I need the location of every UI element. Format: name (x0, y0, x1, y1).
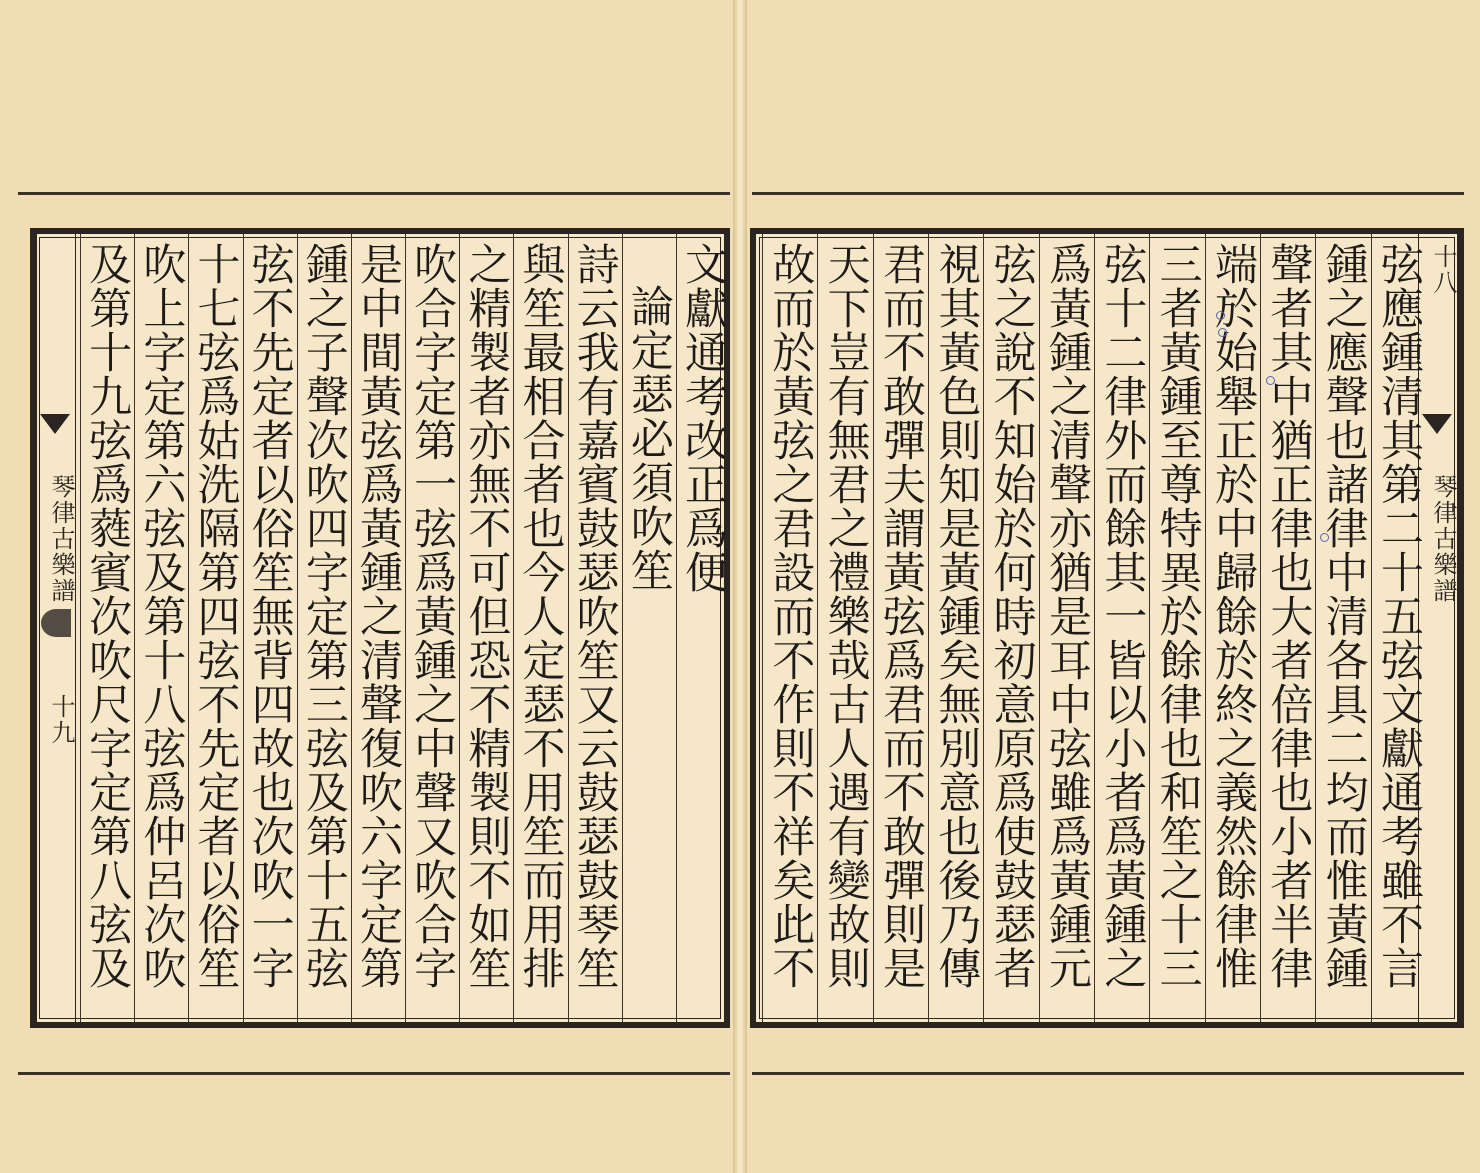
column-rule (134, 234, 135, 1022)
text-column: 端於始舉正於中歸餘於終之義然餘律惟 (1207, 242, 1258, 990)
text-column: 聲者其中猶正律也大者倍律也小者半律 (1263, 242, 1314, 990)
column-rule (405, 234, 406, 1022)
text-column: 文獻通考改正爲便 (677, 242, 728, 594)
column-rule (622, 234, 623, 1022)
text-column: 視其黃色則知是黃鍾矣無別意也後乃傳 (931, 242, 982, 990)
text-column: 故而於黃弦之君設而不作則不祥矣此不 (765, 242, 816, 990)
right-page-frame (750, 228, 1464, 1028)
text-column: 十七弦爲姑洗隔第四弦不先定者以俗笙 (190, 242, 241, 990)
column-rule (676, 234, 677, 1022)
column-rule (1149, 234, 1150, 1022)
column-rule (80, 234, 81, 1022)
column-rule (188, 234, 189, 1022)
column-rule (1371, 234, 1372, 1022)
column-rule (459, 234, 460, 1022)
text-column: 爲黃鍾之清聲亦猶是耳中弦雖爲黃鍾元 (1041, 242, 1092, 990)
column-rule (1260, 234, 1261, 1022)
text-column: 吹合字定第一弦爲黃鍾之中聲又吹合字 (407, 242, 458, 990)
left-top-edge (18, 192, 730, 195)
column-rule (762, 234, 763, 1022)
fold-mark-icon (41, 609, 71, 637)
left-margin-title: 琴律古樂譜 (47, 474, 75, 604)
right-margin-title: 琴律古樂譜 (1429, 474, 1457, 604)
right-top-edge (752, 192, 1464, 195)
column-rule (1039, 234, 1040, 1022)
text-column: 與笙最相合者也今人定瑟不用笙而用排 (515, 242, 566, 990)
column-rule (928, 234, 929, 1022)
text-column: 弦不先定者以俗笙無背四故也次吹一字 (244, 242, 295, 990)
text-column: 論定瑟必須吹笙 (623, 284, 674, 592)
text-column: 君而不敢彈夫謂黃弦爲君而不敢彈則是 (875, 242, 926, 990)
column-rule (873, 234, 874, 1022)
text-column: 及第十九弦爲蕤賓次吹尺字定第八弦及 (82, 242, 133, 990)
fishtail-ornament-icon (40, 414, 70, 454)
text-column: 之精製者亦無不可但恐不精製則不如笙 (461, 242, 512, 990)
right-page-number: 十八 (1429, 244, 1457, 296)
text-column: 天下豈有無君之禮樂哉古人遇有變故則 (820, 242, 871, 990)
punctuation-mark-icon (1218, 328, 1227, 337)
text-column: 三者黃鍾至尊特異於餘律也和笙之十三 (1152, 242, 1203, 990)
fishtail-ornament-icon (1422, 414, 1452, 454)
column-rule (817, 234, 818, 1022)
text-column: 弦應鍾清其第二十五弦文獻通考雖不言 (1373, 242, 1424, 990)
left-page-centerfold (36, 234, 76, 1022)
text-column: 吹上字定第六弦及第十八弦爲仲呂次吹 (136, 242, 187, 990)
punctuation-mark-icon (1216, 311, 1225, 320)
text-column: 鍾之子聲次吹四字定第三弦及第十五弦 (298, 242, 349, 990)
column-rule (513, 234, 514, 1022)
column-rule (297, 234, 298, 1022)
book-gutter (733, 0, 747, 1173)
left-page-number: 十九 (47, 694, 75, 746)
column-rule (1205, 234, 1206, 1022)
text-column: 鍾之應聲也諸律中清各具二均而惟黃鍾 (1318, 242, 1369, 990)
column-rule (1094, 234, 1095, 1022)
text-column: 是中間黃弦爲黃鍾之清聲復吹六字定第 (352, 242, 403, 990)
column-rule (351, 234, 352, 1022)
column-rule (243, 234, 244, 1022)
column-rule (568, 234, 569, 1022)
right-bottom-edge (752, 1072, 1464, 1075)
text-column: 弦之說不知始於何時初意原爲使鼓瑟者 (986, 242, 1037, 990)
punctuation-mark-icon (1320, 533, 1329, 542)
column-rule (1315, 234, 1316, 1022)
text-column: 詩云我有嘉賓鼓瑟吹笙又云鼓瑟鼓琴笙 (569, 242, 620, 990)
left-page-frame (30, 228, 730, 1028)
left-bottom-edge (18, 1072, 730, 1075)
column-rule (983, 234, 984, 1022)
text-column: 弦十二律外而餘其一皆以小者爲黃鍾之 (1097, 242, 1148, 990)
punctuation-mark-icon (1266, 376, 1275, 385)
